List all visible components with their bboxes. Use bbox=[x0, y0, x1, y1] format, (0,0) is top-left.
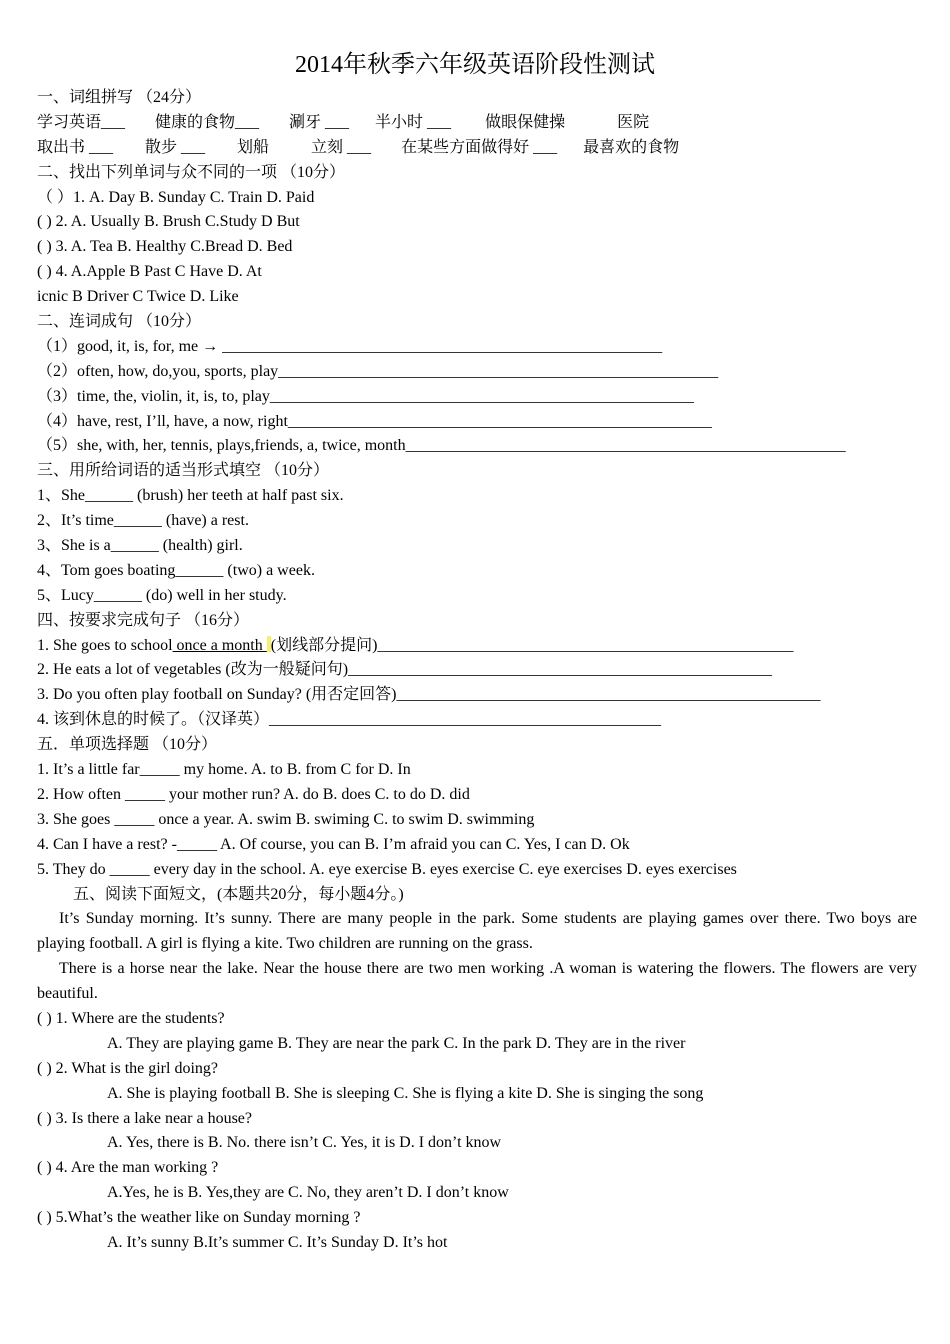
phrase-row-2 bbox=[37, 136, 917, 161]
reading-options: A. They are playing game B. They are near the park C. In the park D. They are in the river bbox=[107, 1034, 686, 1052]
reading-question: ( ) 5.What’s the weather like on Sunday morning ? bbox=[37, 1209, 361, 1227]
transform-q2: 2. He eats a lot of vegetables (改为一般疑问句)_____________________________________________________ bbox=[37, 661, 773, 679]
phrase-item: 学习英语___ bbox=[37, 113, 126, 131]
transform-q3: 3. Do you often play football on Sunday? (用否定回答)_____________________________________________________ bbox=[37, 686, 821, 704]
fill-blank-item: 5、Lucy______ (do) well in her study. bbox=[37, 586, 287, 604]
sentence-build-item: （4）have, rest, I’ll, have, a now, right_____________________________________________________ bbox=[37, 412, 712, 430]
reading-options: A. She is playing football B. She is sleeping C. She is flying a kite D. She is singing the song bbox=[107, 1084, 704, 1102]
choice-item: 5. They do _____ every day in the school. A. eye exercise B. eyes exercise C. eye exercises D. eyes exercises bbox=[37, 860, 737, 878]
fill-blank-item: 4、Tom goes boating______ (two) a week. bbox=[37, 561, 315, 579]
transform-q1 bbox=[37, 634, 917, 659]
choice-item: 3. She goes _____ once a year. A. swim B. swiming C. to swim D. swimming bbox=[37, 810, 535, 828]
underlined-phrase: once a month bbox=[172, 636, 267, 654]
odd-one-out-q4: ( ) 4. A.Apple B Past C Have D. At bbox=[37, 263, 262, 281]
section-5-heading: 四、按要求完成句子 （16分） bbox=[37, 611, 250, 629]
reading-question: ( ) 3. Is there a lake near a house? bbox=[37, 1109, 252, 1127]
reading-options: A.Yes, he is B. Yes,they are C. No, they aren’t D. I don’t know bbox=[107, 1184, 509, 1202]
fill-blank-item: 3、She is a______ (health) girl. bbox=[37, 537, 243, 555]
phrase-item: 做眼保健操 bbox=[485, 113, 566, 131]
phrase-item: 医院 bbox=[617, 113, 650, 131]
reading-options: A. Yes, there is B. No. there isn’t C. Yes, it is D. I don’t know bbox=[107, 1134, 502, 1152]
choice-item: 4. Can I have a rest? -_____ A. Of course, you can B. I’m afraid you can C. Yes, I can D. Ok bbox=[37, 835, 630, 853]
odd-one-out-q1: （ ）1. A. Day B. Sunday C. Train D. Paid bbox=[37, 188, 315, 206]
odd-one-out-q3: ( ) 3. A. Tea B. Healthy C.Bread D. Bed bbox=[37, 238, 293, 256]
fill-blank-item: 2、It’s time______ (have) a rest. bbox=[37, 512, 249, 530]
choice-item: 1. It’s a little far_____ my home. A. to B. from C for D. In bbox=[37, 761, 411, 779]
sentence-build-item: （5）she, with, her, tennis, plays,friends, a, twice, month_______________________________________________________ bbox=[37, 437, 846, 455]
sentence-build-item: （3）time, the, violin, it, is, to, play_____________________________________________________ bbox=[37, 387, 694, 405]
section-3-heading: 二、连词成句 （10分） bbox=[37, 313, 202, 331]
phrase-item: 健康的食物___ bbox=[155, 113, 260, 131]
sentence-build-item: （2）often, how, do,you, sports, play_______________________________________________________ bbox=[37, 362, 719, 380]
reading-question: ( ) 4. Are the man working ? bbox=[37, 1159, 219, 1177]
odd-one-out-q2: ( ) 2. A. Usually B. Brush C.Study D But bbox=[37, 213, 300, 231]
fill-blank-item: 1、She______ (brush) her teeth at half past six. bbox=[37, 487, 344, 505]
transform-q4: 4. 该到休息的时候了。（汉译英）_________________________________________________ bbox=[37, 711, 662, 729]
phrase-item: 在某些方面做得好 ___ bbox=[401, 138, 558, 156]
phrase-item: 散步 ___ bbox=[145, 138, 206, 156]
section-6-heading: 五．单项选择题 （10分） bbox=[37, 736, 218, 754]
phrase-item: 取出书 ___ bbox=[37, 138, 114, 156]
phrase-item: 半小时 ___ bbox=[375, 113, 452, 131]
section-2-heading: 二、找出下列单词与众不同的一项 （10分） bbox=[37, 163, 346, 181]
page-title: 2014年秋季六年级英语阶段性测试 bbox=[295, 52, 655, 78]
choice-item: 2. How often _____ your mother run? A. do B. does C. to do D. did bbox=[37, 785, 470, 803]
phrase-item: 最喜欢的食物 bbox=[583, 138, 680, 156]
sentence-build-item: （1）good, it, is, for, me → _______________________________________________________ bbox=[37, 337, 663, 355]
reading-question: ( ) 1. Where are the students? bbox=[37, 1010, 225, 1028]
phrase-item: 涮牙 ___ bbox=[289, 113, 350, 131]
section-1-heading: 一、词组拼写 （24分） bbox=[37, 89, 202, 106]
reading-options: A. It’s sunny B.It’s summer C. It’s Sunday D. It’s hot bbox=[107, 1234, 448, 1252]
reading-paragraph-2: There is a horse near the lake. Near the house there are two men working .A woman is watering the flowers. The flowers are very beautiful. bbox=[37, 960, 917, 1003]
phrase-item: 划船 bbox=[237, 138, 270, 156]
odd-one-out-q5: icnic B Driver C Twice D. Like bbox=[37, 288, 239, 306]
section-7-heading: 五、阅读下面短文，(本题共20分，每小题4分。) bbox=[73, 885, 404, 903]
reading-paragraph-1: It’s Sunday morning. It’s sunny. There are many people in the park. Some students are playing games over there. Two boys are playing football. A girl is flying a kite. Two children are running on the grass. bbox=[37, 910, 917, 953]
transform-q1-start: 1. She goes to school bbox=[37, 636, 173, 654]
phrase-item: 立刻 ___ bbox=[311, 138, 372, 156]
section-4-heading: 三、用所给词语的适当形式填空 （10分） bbox=[37, 462, 330, 480]
phrase-row-1 bbox=[37, 111, 917, 136]
worksheet-body bbox=[37, 86, 917, 1256]
reading-question: ( ) 2. What is the girl doing? bbox=[37, 1059, 218, 1077]
transform-q1-end: (划线部分提问)____________________________________________________ bbox=[270, 636, 794, 654]
